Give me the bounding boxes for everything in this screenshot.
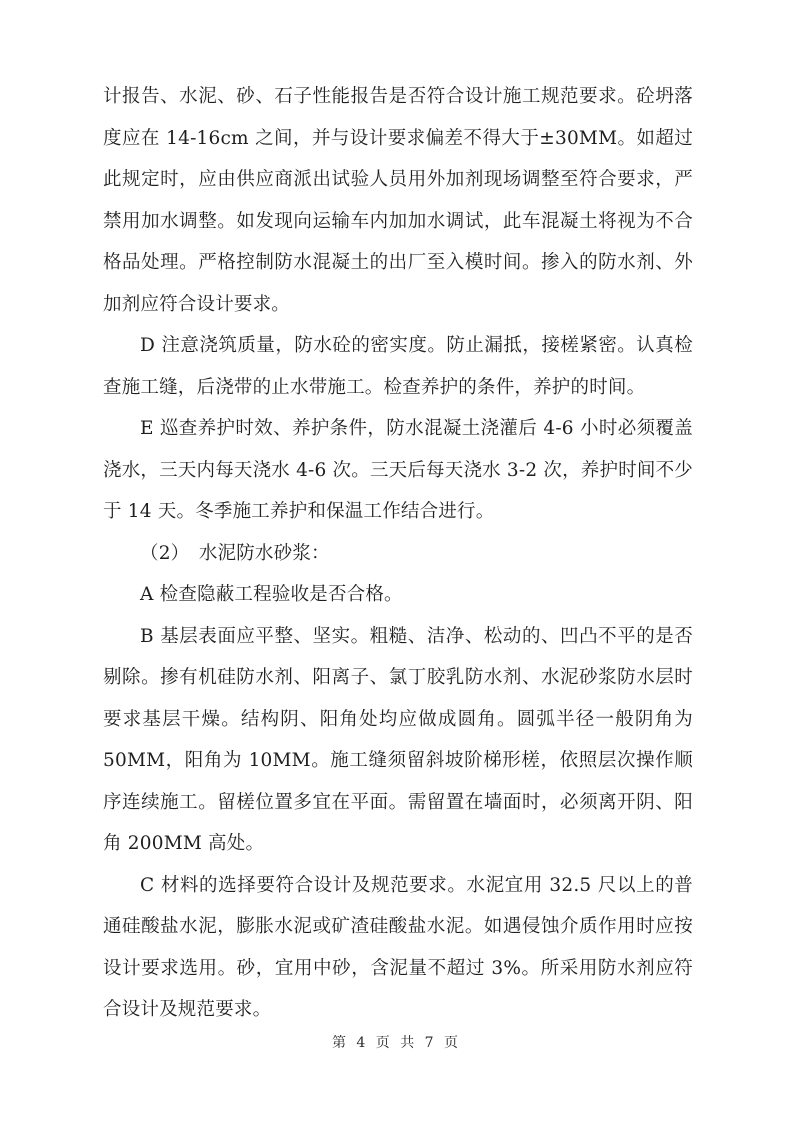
paragraph-continuation: 计报告、水泥、砂、石子性能报告是否符合设计施工规范要求。砼坍落度应在 14-16cm 之间，并与设计要求偏差不得大于±30MM。如超过此规定时，应由供应商派出试验人员用外加剂现场调整至符合要求，严禁用加水调整。如发现向运输车内加加水调试，此车混凝土将视为不合格品处理。严格控制防水混凝土的出厂至入模时间。掺入的防水剂、外加剂应符合设计要求。 [103,86,693,315]
page-number-footer: 第 4 页 共 7 页 [331,1035,462,1051]
document-body [103,76,693,1031]
paragraph-item-c: C 材料的选择要符合设计及规范要求。水泥宜用 32.5 尺以上的普通硅酸盐水泥，膨胀水泥或矿渣硅酸盐水泥。如遇侵蚀介质作用时应按设计要求选用。砂，宜用中砂，含泥量不超过 3%。所采用防水剂应符合设计及规范要求。 [103,874,693,1020]
paragraph-item-a: A 检查隐蔽工程验收是否合格。 [140,584,403,605]
paragraph-item-d: D 注意浇筑质量，防水砼的密实度。防止漏抵，接槎紧密。认真检查施工缝，后浇带的止水带施工。检查养护的条件，养护的时间。 [103,335,693,398]
paragraph-item-e: E 巡查养护时效、养护条件，防水混凝土浇灌后 4-6 小时必须覆盖浇水，三天内每天浇水 4-6 次。三天后每天浇水 3-2 次，养护时间不少于 14 天。冬季施工养护和保温工作结合进行。 [103,418,694,522]
paragraph-item-b: B 基层表面应平整、坚实。粗糙、洁净、松动的、凹凸不平的是否剔除。掺有机硅防水剂、阳离子、氯丁胶乳防水剂、水泥砂浆防水层时要求基层干燥。结构阴、阳角处均应做成圆角。圆弧半径一般阴角为 50MM，阳角为 10MM。施工缝须留斜坡阶梯形槎，依照层次操作顺序连续施工。留槎位置多宜在平面。需留置在墙面时，必须离开阴、阳角 200MM 高处。 [103,625,693,854]
paragraph-section-2-heading: （2） 水泥防水砂浆： [140,542,330,564]
